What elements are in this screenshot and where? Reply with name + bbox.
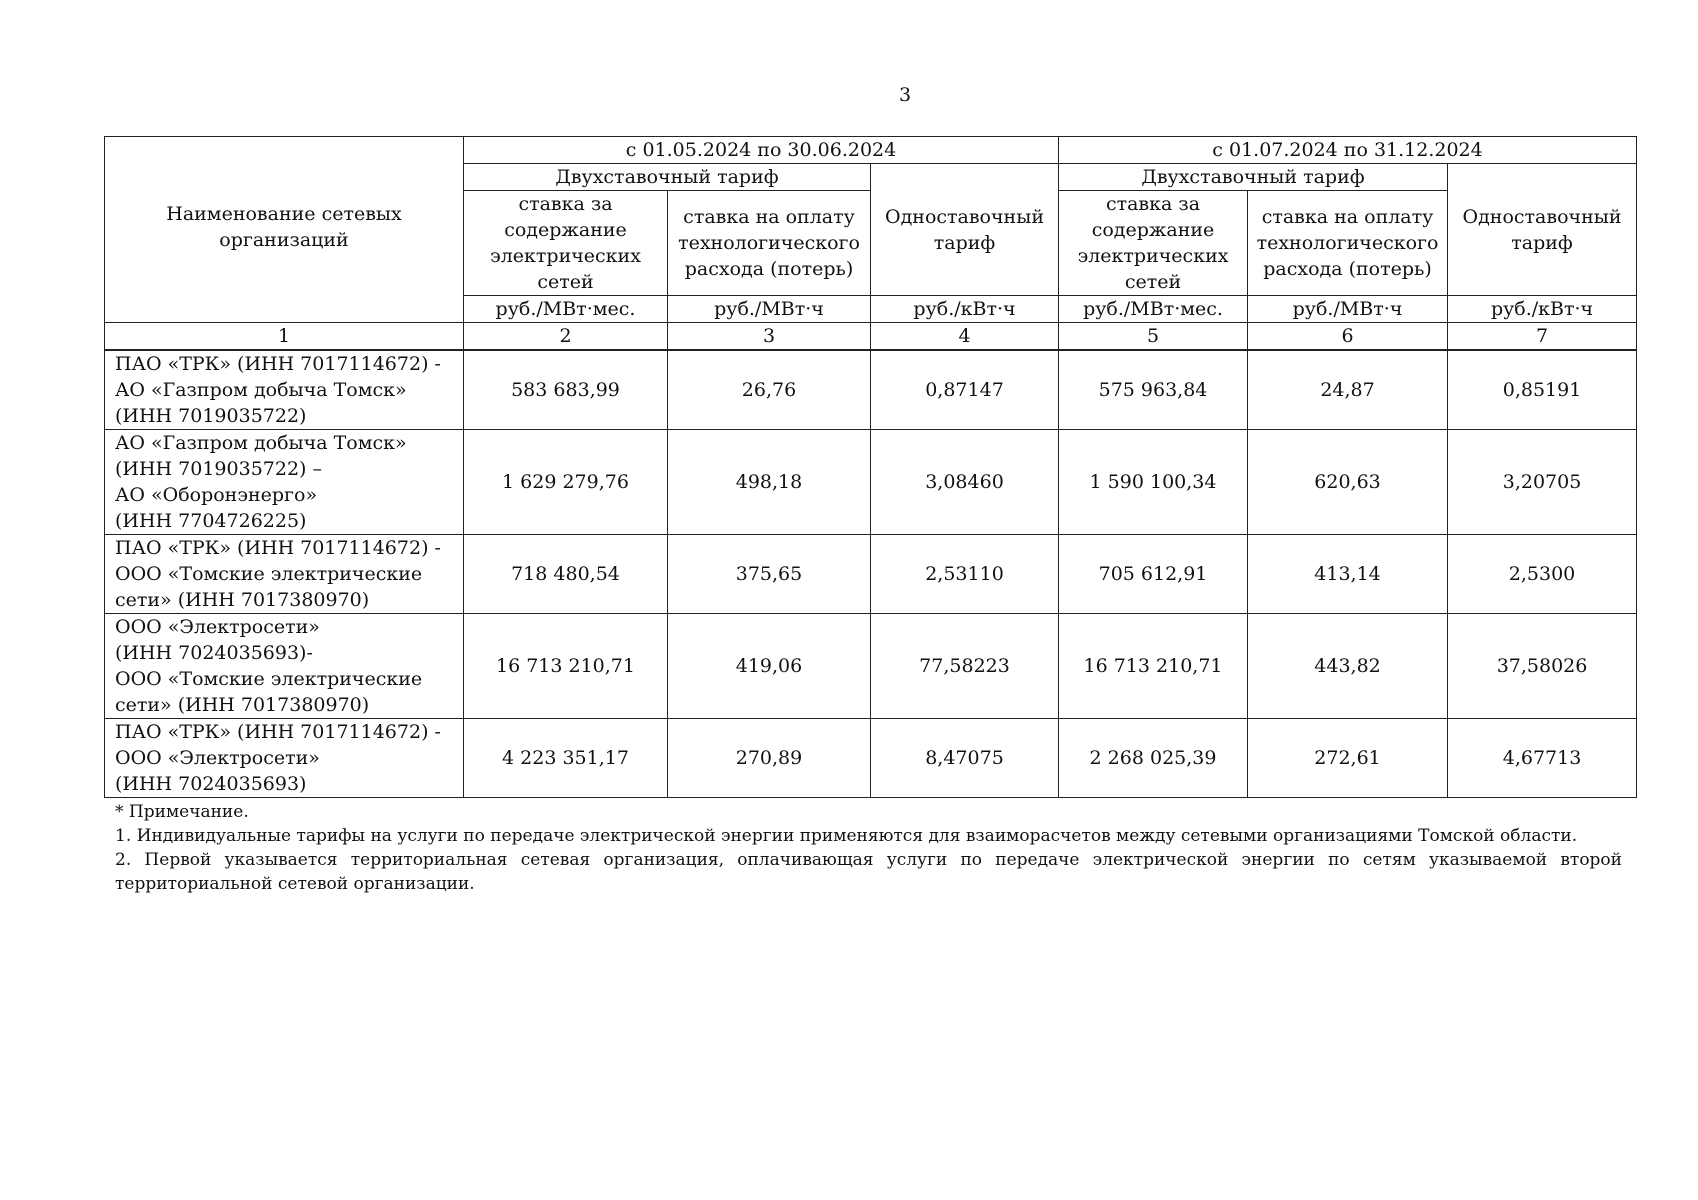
value-cell: 705 612,91 [1059, 535, 1248, 614]
value-cell: 37,58026 [1448, 614, 1637, 719]
value-cell: 1 590 100,34 [1059, 430, 1248, 535]
value-cell: 272,61 [1248, 719, 1448, 798]
header-two-part-tariff-1: Двухставочный тариф [464, 164, 871, 191]
header-period-2: с 01.07.2024 по 31.12.2024 [1059, 137, 1637, 164]
org-name: ПАО «ТРК» (ИНН 7017114672) - ООО «Электросети» (ИНН 7024035693) [105, 719, 464, 798]
value-cell: 0,87147 [871, 350, 1059, 430]
header-rate-losses-2: ставка на оплату технологического расхода (потерь) [1248, 191, 1448, 296]
value-cell: 24,87 [1248, 350, 1448, 430]
unit-kwh-1: руб./кВт·ч [871, 296, 1059, 323]
value-cell: 419,06 [668, 614, 871, 719]
value-cell: 413,14 [1248, 535, 1448, 614]
value-cell: 3,08460 [871, 430, 1059, 535]
unit-kwh-2: руб./кВт·ч [1448, 296, 1637, 323]
column-number: 2 [464, 323, 668, 351]
value-cell: 575 963,84 [1059, 350, 1248, 430]
value-cell: 0,85191 [1448, 350, 1637, 430]
value-cell: 620,63 [1248, 430, 1448, 535]
tariff-table [104, 136, 1637, 798]
value-cell: 16 713 210,71 [464, 614, 668, 719]
value-cell: 3,20705 [1448, 430, 1637, 535]
unit-mwh-2: руб./МВт·ч [1248, 296, 1448, 323]
notes-title: * Примечание. [115, 802, 249, 822]
value-cell: 4 223 351,17 [464, 719, 668, 798]
column-number: 6 [1248, 323, 1448, 351]
value-cell: 375,65 [668, 535, 871, 614]
table-row [105, 719, 1637, 798]
header-rate-maintenance-1: ставка за содержание электрических сетей [464, 191, 668, 296]
table-row [105, 614, 1637, 719]
header-org-name: Наименование сетевых организаций [105, 137, 464, 323]
value-cell: 16 713 210,71 [1059, 614, 1248, 719]
table-row [105, 535, 1637, 614]
value-cell: 443,82 [1248, 614, 1448, 719]
column-number: 7 [1448, 323, 1637, 351]
header-rate-maintenance-2: ставка за содержание электрических сетей [1059, 191, 1248, 296]
table-row [105, 430, 1637, 535]
value-cell: 4,67713 [1448, 719, 1637, 798]
column-number: 1 [105, 323, 464, 351]
value-cell: 2,5300 [1448, 535, 1637, 614]
unit-mw-month-2: руб./МВт·мес. [1059, 296, 1248, 323]
value-cell: 77,58223 [871, 614, 1059, 719]
notes-section [115, 800, 1622, 896]
column-number: 3 [668, 323, 871, 351]
org-name: ПАО «ТРК» (ИНН 7017114672) - ООО «Томские электрические сети» (ИНН 7017380970) [105, 535, 464, 614]
unit-mw-month-1: руб./МВт·мес. [464, 296, 668, 323]
org-name: ПАО «ТРК» (ИНН 7017114672) - АО «Газпром добыча Томск» (ИНН 7019035722) [105, 350, 464, 430]
value-cell: 1 629 279,76 [464, 430, 668, 535]
table-row [105, 350, 1637, 430]
value-cell: 26,76 [668, 350, 871, 430]
value-cell: 2 268 025,39 [1059, 719, 1248, 798]
value-cell: 498,18 [668, 430, 871, 535]
header-period-1: с 01.05.2024 по 30.06.2024 [464, 137, 1059, 164]
header-rate-losses-1: ставка на оплату технологического расхода (потерь) [668, 191, 871, 296]
unit-mwh-1: руб./МВт·ч [668, 296, 871, 323]
value-cell: 583 683,99 [464, 350, 668, 430]
value-cell: 718 480,54 [464, 535, 668, 614]
column-number: 5 [1059, 323, 1248, 351]
value-cell: 2,53110 [871, 535, 1059, 614]
value-cell: 270,89 [668, 719, 871, 798]
column-number: 4 [871, 323, 1059, 351]
org-name: ООО «Электросети» (ИНН 7024035693)- ООО «Томские электрические сети» (ИНН 7017380970) [105, 614, 464, 719]
value-cell: 8,47075 [871, 719, 1059, 798]
header-one-part-tariff-1: Одноставочный тариф [871, 164, 1059, 296]
org-name: АО «Газпром добыча Томск» (ИНН 7019035722) – АО «Оборонэнерго» (ИНН 7704726225) [105, 430, 464, 535]
note-item: 2. Первой указывается территориальная сетевая организация, оплачивающая услуги по передаче электрической энергии по сетям указываемой второй территориальной сетевой организации. [115, 850, 1622, 894]
header-one-part-tariff-2: Одноставочный тариф [1448, 164, 1637, 296]
page-number: 3 [898, 84, 912, 106]
header-two-part-tariff-2: Двухставочный тариф [1059, 164, 1448, 191]
note-item: 1. Индивидуальные тарифы на услуги по передаче электрической энергии применяются для взаиморасчетов между сетевыми организациями Томской области. [115, 826, 1578, 846]
